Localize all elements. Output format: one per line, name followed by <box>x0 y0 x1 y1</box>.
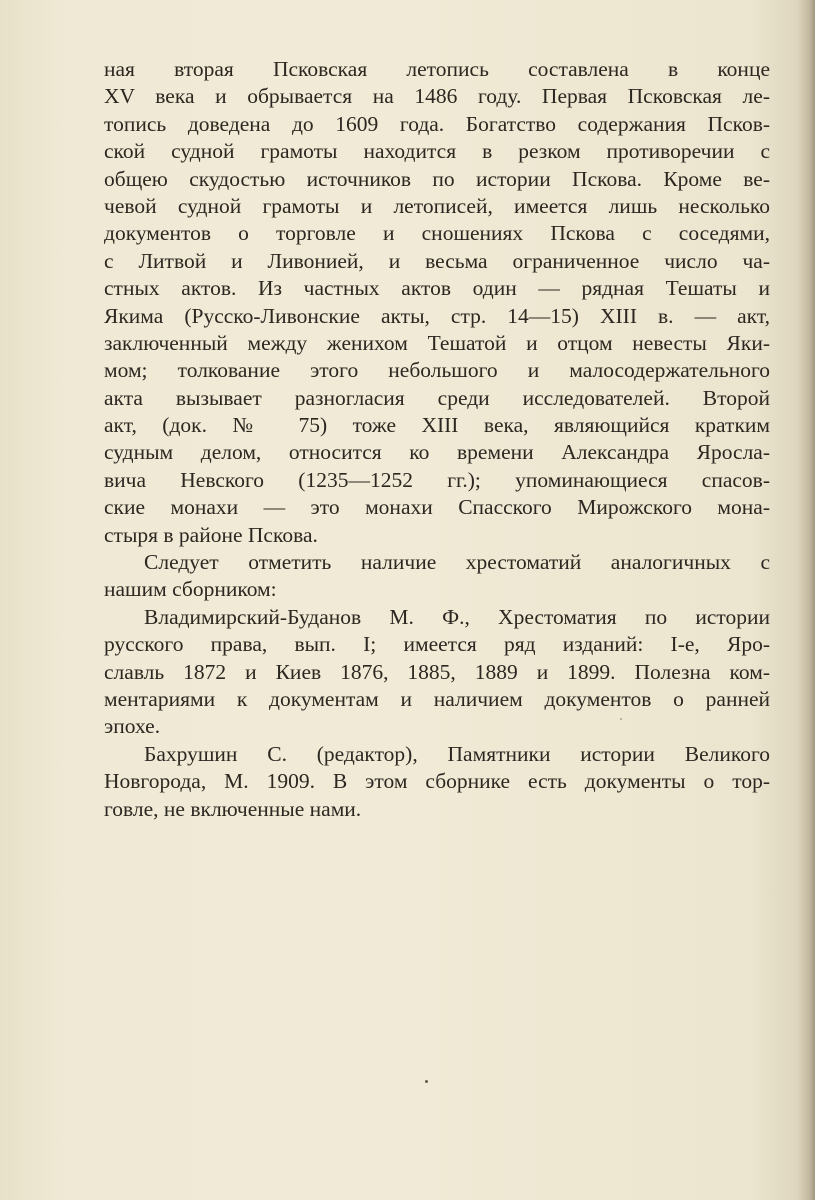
paper-speck <box>425 1080 428 1083</box>
text-line: Следует отметить наличие хрестоматий аналогичных с <box>144 550 770 575</box>
text-line: судным делом, относится ко времени Александра Яросла- <box>104 440 770 465</box>
text-line: общею скудостью источников по истории Пскова. Кроме ве- <box>104 166 770 191</box>
text-line: стных актов. Из частных актов один — рядная Тешаты и <box>104 276 770 301</box>
text-line: эпохе. <box>104 714 161 739</box>
text-line: заключенный между женихом Тешатой и отцом невесты Яки- <box>104 330 770 355</box>
page-edge-shadow <box>797 0 815 1200</box>
text-line: с Литвой и Ливонией, и весьма ограниченное число ча- <box>104 248 770 273</box>
text-line: славль 1872 и Киев 1876, 1885, 1889 и 1899. Полезна ком- <box>104 659 770 684</box>
text-line: мом; толкование этого небольшого и малосодержательного <box>104 358 770 383</box>
text-line: стыря в районе Пскова. <box>104 522 318 547</box>
text-line: акт, (док. № 75) тоже XIII века, являющийся кратким <box>104 413 770 438</box>
text-line: говле, не включенные нами. <box>104 796 362 821</box>
text-line: XV века и обрывается на 1486 году. Первая Псковская ле- <box>104 84 770 109</box>
text-line: вича Невского (1235—1252 гг.); упоминающиеся спасов- <box>104 467 770 492</box>
text-line: ментариями к документам и наличием документов о ранней <box>104 686 770 711</box>
paper-speck <box>620 718 622 720</box>
text-line: акта вызывает разногласия среди исследователей. Второй <box>104 385 770 410</box>
text-line: чевой судной грамоты и летописей, имеется лишь несколько <box>104 193 770 218</box>
text-line: документов о торговле и сношениях Пскова с соседями, <box>104 221 770 246</box>
text-line: топись доведена до 1609 года. Богатство содержания Псков- <box>104 111 770 136</box>
page-text <box>104 56 770 823</box>
text-line: Якима (Русско-Ливонские акты, стр. 14—15) XIII в. — акт, <box>104 303 770 328</box>
text-line: нашим сборником: <box>104 577 277 602</box>
text-line: ские монахи — это монахи Спасского Мирожского мона- <box>104 495 770 520</box>
text-line: русского права, вып. I; имеется ряд изданий: I-е, Яро- <box>104 632 770 657</box>
text-line: Новгорода, М. 1909. В этом сборнике есть документы о тор- <box>104 769 770 794</box>
text-line: Бахрушин С. (редактор), Памятники истории Великого <box>144 741 770 766</box>
text-line: Владимирский-Буданов М. Ф., Хрестоматия по истории <box>144 604 770 629</box>
text-line: ная вторая Псковская летопись составлена в конце <box>104 57 770 81</box>
text-line: ской судной грамоты находится в резком противоречии с <box>104 139 770 164</box>
